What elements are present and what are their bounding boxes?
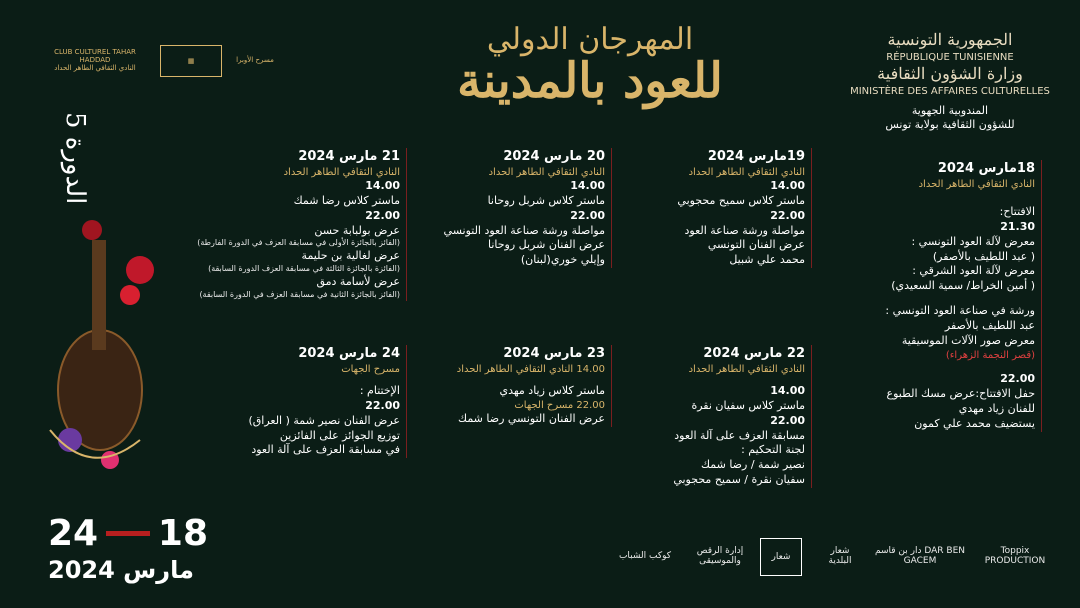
ministry-small-logo: ▦ <box>160 45 222 77</box>
end-day: 24 <box>48 513 99 554</box>
opera-theatre-logo <box>230 45 280 75</box>
line: عرض الفنان شربل روحانا <box>487 238 605 252</box>
oud-neck <box>92 240 106 350</box>
line: لجنة التحكيم : <box>741 443 805 457</box>
time: 21.30 <box>1000 219 1035 233</box>
line: نصير شمة / رضا شمك <box>700 458 805 472</box>
day-date: 20 مارس 2024 <box>503 149 605 164</box>
month-year: مارس 2024 <box>48 556 194 584</box>
sponsor-logo: شعار <box>760 538 802 576</box>
theatre-logo-text: مسرح الأوبرا <box>236 56 274 64</box>
line: توزيع الجوائز على الفائزين <box>279 428 400 442</box>
sponsor-logo: دار بن قاسم DAR BEN GACEM <box>874 546 965 566</box>
line: مسابقة العزف على آلة العود <box>674 428 805 442</box>
red-flower-3 <box>82 220 102 240</box>
festival-title <box>410 22 770 109</box>
ministry-ar-2: وزارة الشؤون الثقافية <box>877 63 1023 83</box>
day-date: 18مارس 2024 <box>937 161 1035 176</box>
day-venue: النادي الثقافي الطاهر الحداد <box>688 166 805 178</box>
line: عرض الفنان التونسي <box>707 238 805 252</box>
sponsor-logos <box>610 538 1050 574</box>
day-21 <box>175 148 407 301</box>
title-line-1: المهرجان الدولي <box>486 22 694 57</box>
line: (قصر النجمة الزهراء) <box>945 349 1035 361</box>
region-line-2: للشؤون الثقافية بولاية تونس <box>885 117 1015 131</box>
line: مواصلة ورشة صناعة العود <box>684 223 805 237</box>
line: ( عبد اللطيف بالأصفر) <box>932 249 1035 263</box>
line: ورشة في صناعة العود التونسي : <box>885 304 1035 318</box>
line: للفنان زياد مهدي <box>958 401 1035 415</box>
title-line-2: للعود بالمدينة <box>457 53 723 109</box>
line: عرض لغالية بن حليمة <box>301 249 400 263</box>
partner-logos-top <box>40 40 280 100</box>
edition-label: الدورة 5 <box>60 112 90 205</box>
day-venue: النادي الثقافي الطاهر الحداد <box>918 178 1035 190</box>
line: عرض لأسامة دمق <box>316 274 400 288</box>
day-venue: النادي الثقافي الطاهر الحداد <box>488 166 605 178</box>
region-line-1: المندوبية الجهوية <box>911 103 989 117</box>
time: 22.00 <box>365 208 400 222</box>
sponsor-logo: Toppix PRODUCTION <box>984 546 1046 566</box>
red-flower-1 <box>126 256 154 284</box>
line: 22.00 مسرح الجهات <box>514 399 605 411</box>
time: 14.00 <box>365 179 400 193</box>
day-venue: 14.00 النادي الثقافي الطاهر الحداد <box>456 363 605 375</box>
line: الافتتاح: <box>999 205 1035 219</box>
day-date: 19مارس 2024 <box>707 149 805 164</box>
ministry-ar-1: الجمهورية التونسية <box>887 30 1013 49</box>
time: 14.00 <box>570 179 605 193</box>
day-19 <box>630 148 812 268</box>
day-venue: النادي الثقافي الطاهر الحداد <box>688 363 805 375</box>
oud-illustration <box>30 200 160 490</box>
line: الإختتام : <box>359 384 400 398</box>
festival-dates <box>48 513 208 584</box>
ministry-fr-1: RÉPUBLIQUE TUNISIENNE <box>886 51 1014 63</box>
time: 22.00 <box>1000 372 1035 386</box>
line: عرض الفنان نصير شمة ( العراق) <box>248 413 400 427</box>
line: (الفائز بالجائزة الأولى في مسابقة العزف في الدورة الفارطة) <box>197 238 400 248</box>
line: عبد اللطيف بالأصفر <box>944 318 1035 332</box>
line: عرض بولبابة حسن <box>314 223 400 237</box>
sponsor-logo: كوكب الشباب <box>618 551 672 561</box>
day-24 <box>225 345 407 458</box>
line: ماستر كلاس رضا شمك <box>293 193 400 207</box>
line: وإيلي خوري(لبنان) <box>520 253 605 267</box>
time: 22.00 <box>570 208 605 222</box>
red-flower-2 <box>120 285 140 305</box>
line: في مسابقة العزف على آلة العود <box>251 443 400 457</box>
day-date: 23 مارس 2024 <box>503 346 605 361</box>
day-18 <box>845 160 1042 432</box>
time: 14.00 <box>770 179 805 193</box>
day-venue: مسرح الجهات <box>341 363 400 375</box>
day-date: 24 مارس 2024 <box>298 346 400 361</box>
line: معرض صور الآلات الموسيقية <box>901 333 1035 347</box>
date-range-bar <box>106 531 150 536</box>
day-date: 22 مارس 2024 <box>703 346 805 361</box>
ministry-fr-2: MINISTÈRE DES AFFAIRES CULTURELLES <box>850 85 1050 97</box>
line: حفل الافتتاح:عرض مسك الطبوع <box>886 386 1035 400</box>
line: ( أمين الخراط/ سمية السعيدي) <box>891 279 1035 293</box>
time: 22.00 <box>770 413 805 427</box>
line: سفيان نقرة / سميح محجوبي <box>673 473 805 487</box>
line: ماستر كلاس سميح محجوبي <box>677 193 805 207</box>
ministry-block <box>850 30 1050 132</box>
day-22 <box>630 345 812 488</box>
day-date: 21 مارس 2024 <box>298 149 400 164</box>
day-23 <box>425 345 612 427</box>
line: معرض لآلة العود الشرقي : <box>912 264 1035 278</box>
time: 14.00 <box>770 384 805 398</box>
line: ماستر كلاس شربل روحانا <box>487 193 605 207</box>
club-logo-ar: النادي الثقافي الطاهر الحداد <box>54 64 136 72</box>
line: (الفائزة بالجائزة الثالثة في مسابقة العزف الدورة السابقة) <box>208 264 400 274</box>
line: ماستر كلاس سفيان نقرة <box>691 398 805 412</box>
day-20 <box>425 148 612 268</box>
start-day: 18 <box>157 513 208 554</box>
time: 22.00 <box>770 208 805 222</box>
sponsor-logo: شعار البلدية <box>828 546 852 566</box>
line: معرض لآلة العود التونسي : <box>911 234 1035 248</box>
sponsor-logo: إدارة الرقص والموسيقى <box>696 546 744 566</box>
club-tahar-haddad-logo <box>40 45 150 75</box>
club-logo-fr: CLUB CULTUREL TAHAR HADDAD <box>54 48 136 64</box>
line: ماستر كلاس زياد مهدي <box>499 384 605 398</box>
line: (الفائز بالجائزة الثانية في مسابقة العزف في الدورة السابقة) <box>199 289 400 299</box>
line: عرض الفنان التونسي رضا شمك <box>458 412 605 426</box>
line: محمد علي شبيل <box>729 253 805 267</box>
line: مواصلة ورشة صناعة العود التونسي <box>443 223 605 237</box>
line: يستضيف محمد علي كمون <box>914 416 1035 430</box>
day-venue: النادي الثقافي الطاهر الحداد <box>283 166 400 178</box>
time: 22.00 <box>365 398 400 412</box>
